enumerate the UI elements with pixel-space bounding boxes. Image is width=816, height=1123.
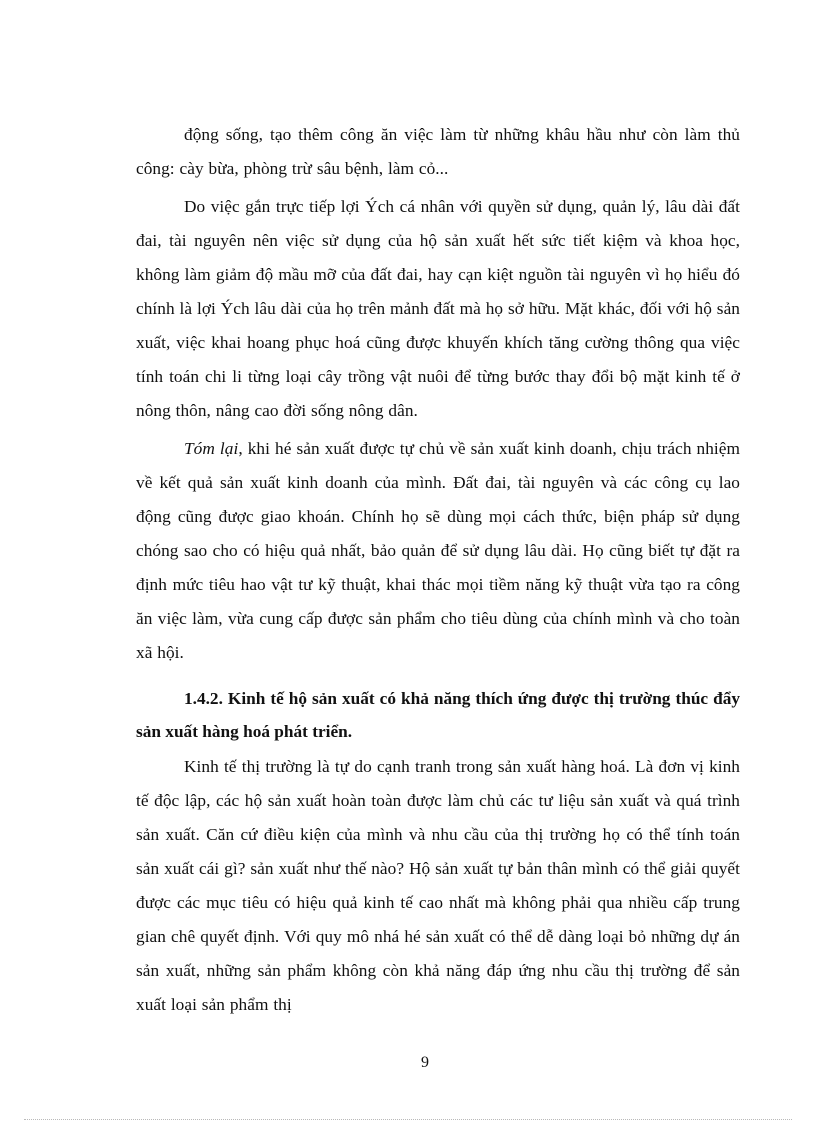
paragraph-market-economy [136,750,740,1022]
section-heading: 1.4.2. Kinh tế hộ sản xuất có khả năng thích ứng được thị trường thúc đẩy sản xuất hàng hoá phát triển. [136,689,740,741]
paragraph-text: động sống, tạo thêm công ăn việc làm từ những khâu hầu như còn làm thủ công: cày bừa, phòng trừ sâu bệnh, làm cỏ... [136,125,740,178]
paragraph-land-resources [136,190,740,428]
paragraph-text: , khi hé sản xuất được tự chủ về sản xuất kinh doanh, chịu trách nhiệm về kết quả sản xuất kinh doanh của mình. Đất đai, tài nguyên và các công cụ lao động cũng được giao khoán. Chính họ sẽ dùng mọi cách thức, biện pháp sử dụng chóng sao cho có hiệu quả nhất, bảo quản để sử dụng lâu dài. Họ cũng biết tự đặt ra định mức tiêu hao vật tư kỹ thuật, khai thác mọi tiềm năng kỹ thuật vừa tạo ra công ăn việc làm, vừa cung cấp được sản phẩm cho tiêu dùng của chính mình và cho toàn xã hội. [136,439,740,662]
paragraph-summary [136,432,740,670]
summary-lead: Tóm lại [184,439,239,458]
page-bottom-divider [24,1119,792,1120]
page-number: 9 [421,1054,429,1071]
paragraph-text: Kinh tế thị trường là tự do cạnh tranh trong sản xuất hàng hoá. Là đơn vị kinh tế độc lập, các hộ sản xuất hoàn toàn được làm chủ các tư liệu sản xuất và quá trình sản xuất. Căn cứ điều kiện của mình và nhu cầu của thị trường họ có thể tính toán sản xuất cái gì? sản xuất như thế nào? Hộ sản xuất tự bản thân mình có thể giải quyết được các mục tiêu có hiệu quả kinh tế cao nhất mà không phải qua nhiều cấp trung gian chê quyết định. Với quy mô nhá hé sản xuất có thể dễ dàng loại bỏ những dự án sản xuất, những sản phẩm không còn khả năng đáp ứng nhu cầu thị trường để sản xuất loại sản phẩm thị [136,757,740,1014]
paragraph-text: Do việc gắn trực tiếp lợi Ých cá nhân với quyền sử dụng, quản lý, lâu dài đất đai, tài nguyên nên việc sử dụng của hộ sản xuất hết sức tiết kiệm và khoa học, không làm giảm độ mầu mỡ của đất đai, hay cạn kiệt nguồn tài nguyên vì họ hiểu đó chính là lợi Ých lâu dài của họ trên mảnh đất mà họ sở hữu. Mặt khác, đối với hộ sản xuất, việc khai hoang phục hoá cũng được khuyến khích tăng cường thông qua việc tính toán chi li từng loại cây trồng vật nuôi để từng bước thay đổi bộ mặt kinh tế ở nông thôn, nâng cao đời sống nông dân. [136,197,740,420]
paragraph-continuation [136,118,740,186]
page-body [136,118,740,1022]
